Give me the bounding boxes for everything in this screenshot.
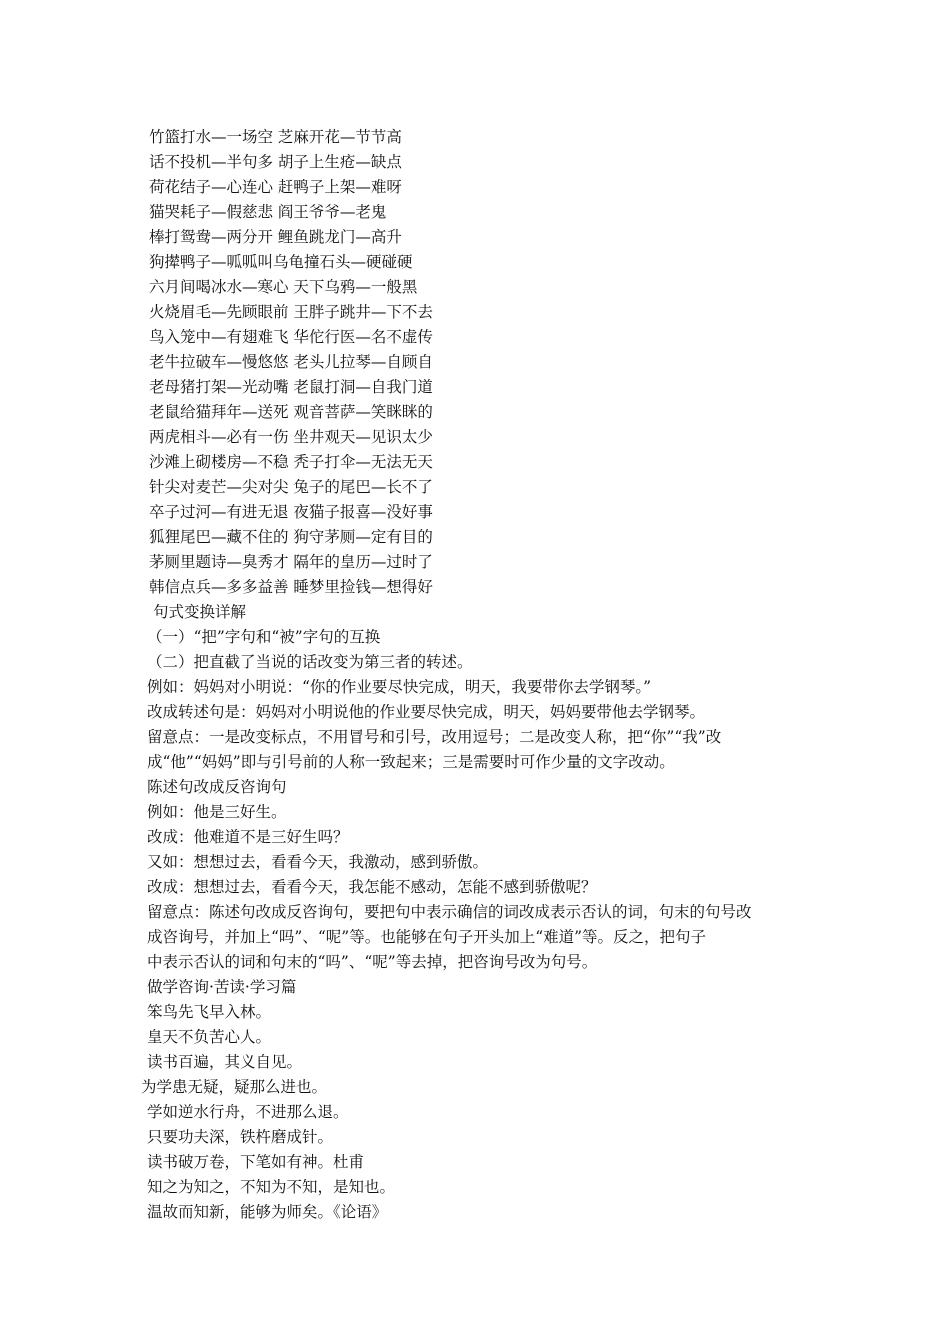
example-sentence: 例如：妈妈对小明说：“你的作业要尽快完成，明天，我要带你去学钢琴。” — [147, 678, 652, 696]
converted-sentence: 改成：他难道不是三好生吗？ — [147, 828, 349, 846]
note-line: 留意点：陈述句改成反咨询句，要把句中表示确信的词改成表示否认的词，句末的句号改 — [147, 903, 752, 921]
xiehouyu-line: 火烧眉毛—先顾眼前 王胖子跳井—下不去 — [149, 303, 433, 321]
section-item: （二）把直截了当说的话改变为第三者的转述。 — [147, 653, 473, 671]
note-paragraph — [147, 725, 812, 775]
xiehouyu-line: 竹篮打水—一场空 芝麻开花—节节高 — [149, 128, 402, 146]
saying-line: 笨鸟先飞早入林。 — [147, 1003, 272, 1021]
section-item: （一）“把”字句和“被”字句的互换 — [147, 628, 381, 646]
xiehouyu-line: 沙滩上砌楼房—不稳 秃子打伞—无法无天 — [149, 453, 433, 471]
xiehouyu-line: 卒子过河—有进无退 夜猫子报喜—没好事 — [149, 503, 433, 521]
saying-line: 为学患无疑，疑那么进也。 — [141, 1078, 328, 1096]
note-line: 留意点：一是改变标点，不用冒号和引号，改用逗号；二是改变人称，把“你”“我”改 — [147, 728, 722, 746]
converted-sentence: 改成：想想过去，看看今天，我怎能不感动，怎能不感到骄傲呢？ — [147, 878, 597, 896]
xiehouyu-line: 六月间喝冰水—寒心 天下乌鸦—一般黑 — [149, 278, 418, 296]
note-line: 成“他”“妈妈”即与引号前的人称一致起来；三是需要时可作少量的文字改动。 — [147, 753, 675, 771]
saying-line: 学如逆水行舟，不进那么退。 — [147, 1103, 349, 1121]
subsection-title: 陈述句改成反咨询句 — [147, 778, 287, 796]
study-section-title: 做学咨询·苦读·学习篇 — [147, 978, 297, 996]
section-title: 句式变换详解 — [153, 603, 247, 621]
xiehouyu-line: 狐狸尾巴—藏不住的 狗守茅厕—定有目的 — [149, 528, 433, 546]
note-paragraph — [147, 900, 812, 975]
xiehouyu-line: 棒打鸳鸯—两分开 鲤鱼跳龙门—高升 — [149, 228, 402, 246]
saying-line: 温故而知新，能够为师矣。《论语》 — [147, 1203, 388, 1221]
xiehouyu-line: 老鼠给猫拜年—送死 观音菩萨—笑眯眯的 — [149, 403, 433, 421]
saying-line: 读书破万卷，下笔如有神。杜甫 — [147, 1153, 365, 1171]
converted-sentence: 改成转述句是：妈妈对小明说他的作业要尽快完成，明天，妈妈要带他去学钢琴。 — [147, 703, 706, 721]
example-sentence: 例如：他是三好生。 — [147, 803, 287, 821]
note-line: 成咨询号，并加上“吗”、“呢”等。也能够在句子开头加上“难道”等。反之，把句子 — [147, 928, 707, 946]
xiehouyu-line: 针尖对麦芒—尖对尖 兔子的尾巴—长不了 — [149, 478, 433, 496]
xiehouyu-line: 老牛拉破车—慢悠悠 老头儿拉琴—自顾自 — [149, 353, 433, 371]
xiehouyu-line: 荷花结子—心连心 赶鸭子上架—难呀 — [149, 178, 402, 196]
xiehouyu-line: 老母猪打架—光动嘴 老鼠打洞—自我门道 — [149, 378, 433, 396]
xiehouyu-line: 两虎相斗—必有一伤 坐井观天—见识太少 — [149, 428, 433, 446]
note-line: 中表示否认的词和句末的“吗”、“呢”等去掉，把咨询号改为句号。 — [147, 953, 598, 971]
xiehouyu-line: 鸟入笼中—有翅难飞 华佗行医—名不虚传 — [149, 328, 433, 346]
saying-line: 知之为知之，不知为不知，是知也。 — [147, 1178, 396, 1196]
xiehouyu-line: 猫哭耗子—假慈悲 阎王爷爷—老鬼 — [149, 203, 387, 221]
xiehouyu-line: 茅厕里题诗—臭秀才 隔年的皇历—过时了 — [149, 553, 433, 571]
xiehouyu-line: 韩信点兵—多多益善 睡梦里捡钱—想得好 — [149, 578, 433, 596]
example-sentence: 又如：想想过去，看看今天，我激动，感到骄傲。 — [147, 853, 489, 871]
xiehouyu-line: 话不投机—半句多 胡子上生疮—缺点 — [149, 153, 402, 171]
saying-line: 皇天不负苦心人。 — [147, 1028, 272, 1046]
saying-line: 读书百遍，其义自见。 — [147, 1053, 303, 1071]
xiehouyu-line: 狗撵鸭子—呱呱叫乌龟撞石头—硬碰硬 — [149, 253, 413, 271]
saying-line: 只要功夫深，铁杵磨成针。 — [147, 1128, 334, 1146]
